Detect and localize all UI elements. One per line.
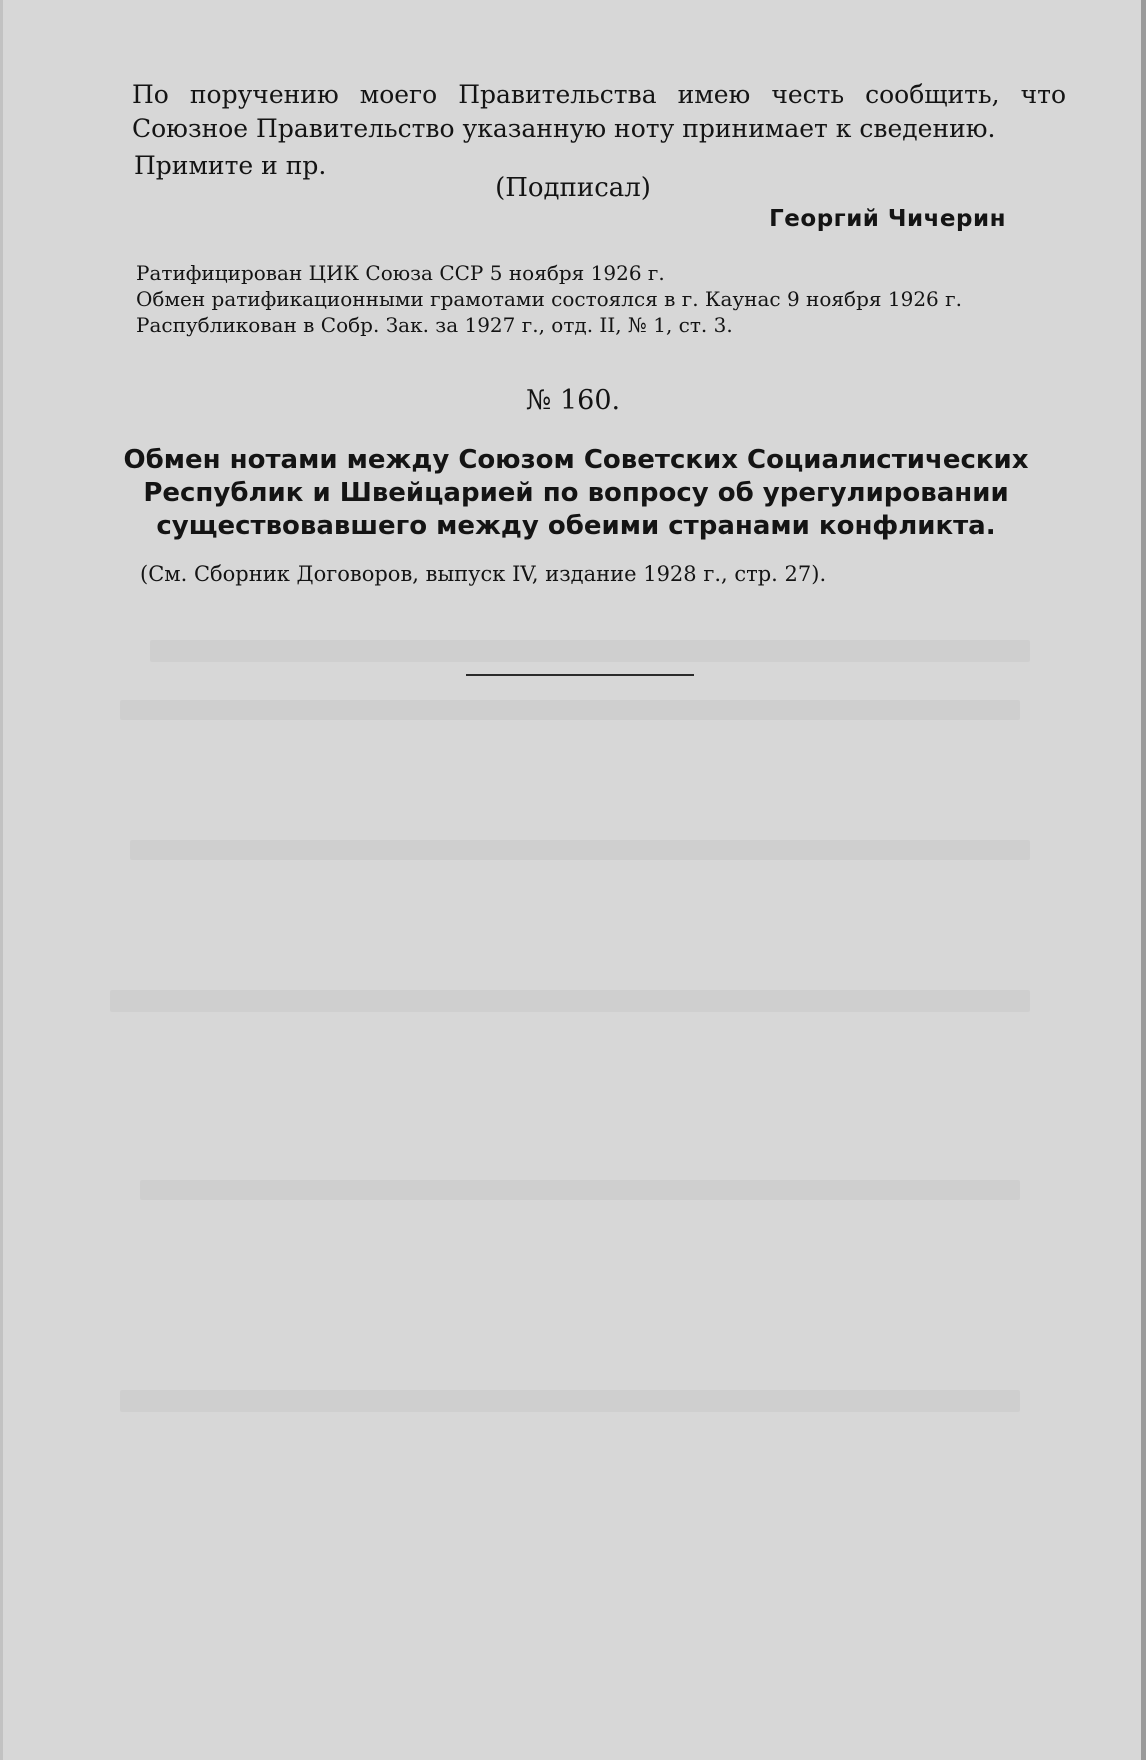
collection-reference: (См. Сборник Договоров, выпуск IV, издание 1928 г., стр. 27). xyxy=(140,562,827,586)
ratification-notes xyxy=(136,260,1066,338)
letter-paragraph: По поручению моего Правительства имею честь сообщить, что Союзное Правительство указанную ноту принимает к сведению. xyxy=(132,80,1066,143)
note-published: Распубликован в Собр. Зак. за 1927 г., отд. II, № 1, ст. 3. xyxy=(136,313,733,337)
document-title: Обмен нотами между Союзом Советских Социалистических Республик и Швейцарией по вопросу об урегулировании существовавшего между обеими странами конфликта. xyxy=(123,445,1029,541)
document-number: № 160. xyxy=(525,385,621,416)
bleed-through-band xyxy=(120,700,1020,720)
bleed-through-band xyxy=(150,640,1030,662)
letter-closing: Примите и пр. xyxy=(134,151,327,180)
page-left-edge xyxy=(0,0,3,1760)
section-divider xyxy=(466,674,694,676)
page-right-edge xyxy=(1141,0,1146,1760)
note-ratified: Ратифицирован ЦИК Союза ССР 5 ноября 1926 г. xyxy=(136,261,665,285)
bleed-through-band xyxy=(130,840,1030,860)
signed-label: (Подписал) xyxy=(495,173,651,203)
bleed-through-band xyxy=(110,990,1030,1012)
bleed-through-band xyxy=(120,1390,1020,1412)
bleed-through-band xyxy=(140,1180,1020,1200)
signatory-name: Георгий Чичерин xyxy=(769,206,1006,232)
note-exchange: Обмен ратификационными грамотами состоялся в г. Каунас 9 ноября 1926 г. xyxy=(136,287,962,311)
